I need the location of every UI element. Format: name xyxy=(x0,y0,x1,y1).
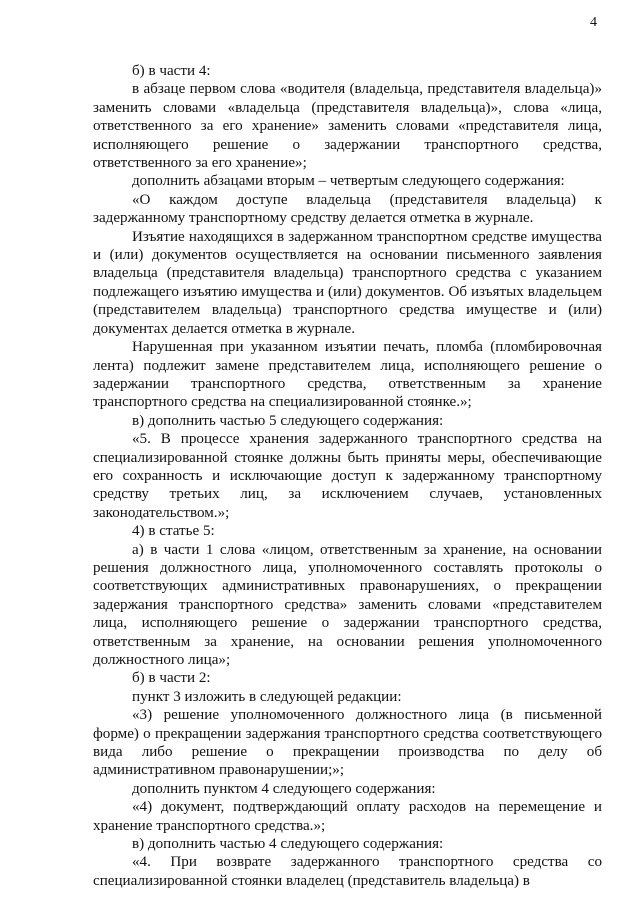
paragraph: в) дополнить частью 4 следующего содержания: xyxy=(132,836,444,853)
paragraph: Изъятие находящихся в задержанном транспортном средстве имущества и (или) документов осуществляется на основании письменного заявления владельца (представителя владельца) транспортного средства с указанием подлежащего изъятию имущества и (или) документов. Об изъятых владельцем (представителем владельца) транспортного средства имуществе и (или) документах делается отметка в журнале. xyxy=(93,228,602,337)
page-number: 4 xyxy=(590,15,597,30)
paragraph: «4. При возврате задержанного транспортного средства со специализированной стоянки владелец (представитель владельца) в xyxy=(93,854,602,889)
paragraph: «4) документ, подтверждающий оплату расходов на перемещение и хранение транспортного средства.»; xyxy=(93,799,602,834)
document-body xyxy=(93,62,602,890)
paragraph: «О каждом доступе владельца (представителя владельца) к задержанному транспортному средству делается отметка в журнале. xyxy=(93,191,602,227)
paragraph: «5. В процессе хранения задержанного транспортного средства на специализированной стоянке должны быть приняты меры, обеспечивающие его сохранность и исключающие доступ к задержанному транспортному средству третьих лиц, за исключением случаев, установленных законодательством.»; xyxy=(93,431,602,521)
paragraph: дополнить абзацами вторым – четвертым следующего содержания: xyxy=(132,173,565,190)
paragraph: 4) в статье 5: xyxy=(132,523,215,540)
paragraph: пункт 3 изложить в следующей редакции: xyxy=(132,688,402,705)
paragraph: в абзаце первом слова «водителя (владельца, представителя владельца)» заменить словами «владельца (представителя владельца)», слова «лица, ответственного за его хранение» заменить словами «представителя лица, исполняющего решение о задержании транспортного средства, ответственного за его хранение»; xyxy=(93,81,602,172)
paragraph: б) в части 4: xyxy=(132,63,211,79)
paragraph: Нарушенная при указанном изъятии печать, пломба (пломбировочная лента) подлежит замене представителем лица, исполняющего решение о задержании транспортного средства, ответственным за хранение транспортного средства на специализированной стоянке.»; xyxy=(93,339,602,411)
paragraph: в) дополнить частью 5 следующего содержания: xyxy=(132,412,444,429)
paragraph: «3) решение уполномоченного должностного лица (в письменной форме) о прекращении задержания транспортного средства соответствующего вида либо решение о прекращении производства по делу об административном правонарушении;»; xyxy=(93,707,602,779)
paragraph: б) в части 2: xyxy=(132,670,211,687)
paragraph: а) в части 1 слова «лицом, ответственным за хранение, на основании решения должностного лица, уполномоченного составлять протоколы о соответствующих административных правонарушениях, о прекращении задержания транспортного средства» заменить словами «представителем лица, исполняющего решение о задержании транспортного средства, ответственным за хранение, на основании решения уполномоченного должностного лица»; xyxy=(93,541,602,668)
paragraph: дополнить пунктом 4 следующего содержания: xyxy=(132,780,436,797)
